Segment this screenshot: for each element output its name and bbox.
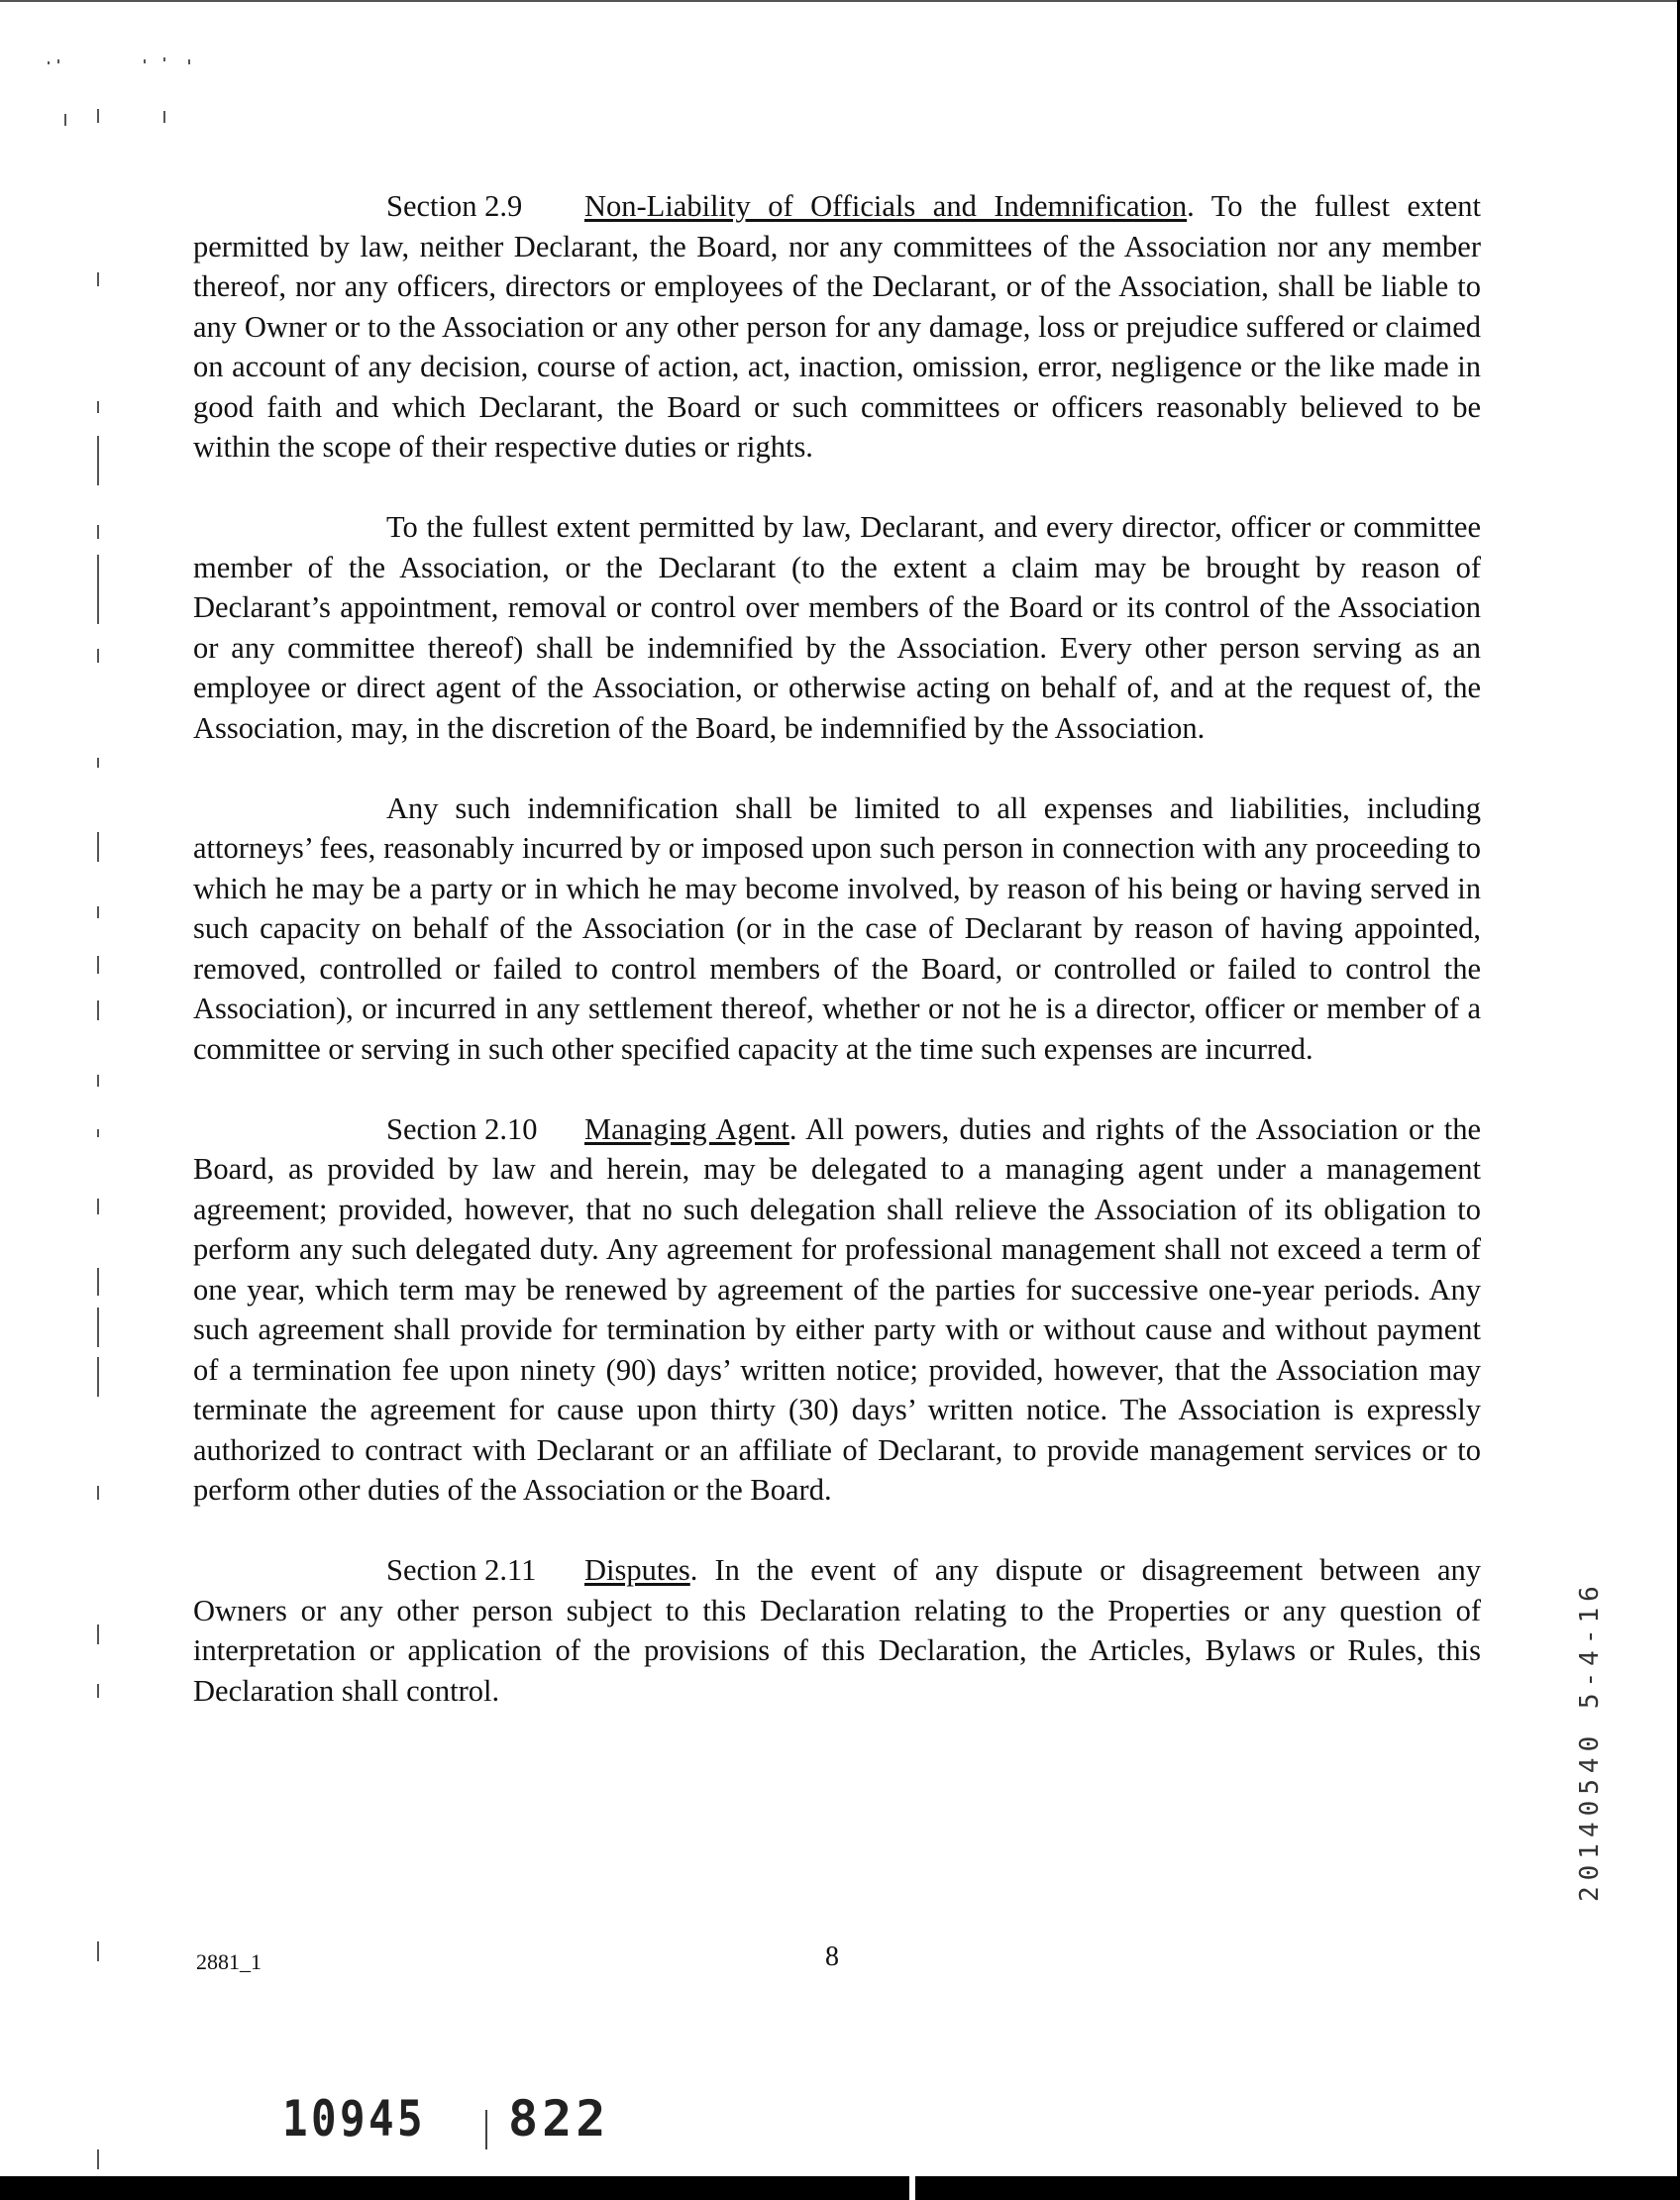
paragraph-text: Any such indemnification shall be limited to all expenses and liabilities, including attorneys’ fees, reasonably incurred by or imposed upon such person in connection with any proceeding to which he may be a party or in which he may become involved, by reason of his being or having served in such capacity on behalf of the Association (or in the case of Declarant by reason of having appointed, removed, controlled or failed to control members of the Board, or controlled or failed to control the Association), or incurred in any settlement thereof, whether or not he is a director, officer or member of a committee or serving in such other specified capacity at the time such expenses are incurred. [193, 790, 1481, 1066]
paragraph-indemnification-limits [193, 788, 1481, 1070]
section-number: Section 2.10 [386, 1111, 538, 1146]
section-title: Disputes [584, 1553, 690, 1587]
section-text: . In the event of any dispute or disagreement between any Owners or any other person subject to this Declaration relating to the Properties or any question of interpretation or application of the provisions of this Declaration, the Articles, Bylaws or Rules, this Declaration shall control. [193, 1553, 1481, 1708]
paragraph-section-2-9 [193, 186, 1481, 468]
section-text: . All powers, duties and rights of the Association or the Board, as provided by law and herein, may be delegated to a managing agent under a management agreement; provided, however, that no such delegation shall relieve the Association of its obligation to perform any such delegated duty. Any agreement for professional management shall not exceed a term of one year, which term may be renewed by agreement of the parties for successive one-year periods. Any such agreement shall provide for termination by either party with or without cause and without payment of a termination fee upon ninety (90) days’ written notice; provided, however, that the Association may terminate the agreement for cause upon thirty (30) days’ written notice. The Association is expressly authorized to contract with Declarant or an affiliate of Declarant, to provide management services or to perform other duties of the Association or the Board. [193, 1111, 1481, 1507]
paragraph-indemnification-scope [193, 507, 1481, 748]
recording-page-number: 822 [508, 2090, 610, 2148]
scan-bottom-band [0, 2176, 1680, 2200]
side-recording-stamp: 20140540 5-4-16 [1575, 1580, 1605, 1902]
document-body [193, 186, 1481, 1751]
section-number: Section 2.11 [386, 1553, 537, 1587]
section-title: Managing Agent [584, 1111, 789, 1146]
stamp-separator [485, 2110, 487, 2149]
section-title: Non-Liability of Officials and Indemnification [584, 189, 1188, 223]
scan-margin-marks [0, 0, 218, 2200]
page-top-edge [0, 0, 1680, 2]
page-number: 8 [825, 1941, 839, 1972]
section-text: . To the fullest extent permitted by law, neither Declarant, the Board, nor any committees of the Association nor any member thereof, nor any officers, directors or employees of the Declarant, or of the Association, shall be liable to any Owner or to the Association or any other person for any damage, loss or prejudice suffered or claimed on account of any decision, course of action, act, inaction, omission, error, negligence or the like made in good faith and which Declarant, the Board or such committees or officers reasonably believed to be within the scope of their respective duties or rights. [193, 189, 1481, 464]
section-number: Section 2.9 [386, 189, 523, 223]
document-code: 2881_1 [196, 1949, 262, 1974]
paragraph-section-2-10 [193, 1109, 1481, 1511]
paragraph-text: To the fullest extent permitted by law, Declarant, and every director, officer or committee member of the Association, or the Declarant (to the extent a claim may be brought by reason of Declarant’s appointment, removal or control over members of the Board or its control of the Association or any committee thereof) shall be indemnified by the Association. Every other person serving as an employee or direct agent of the Association, or otherwise acting on behalf of, and at the request of, the Association, may, in the discretion of the Board, be indemnified by the Association. [193, 510, 1481, 745]
paragraph-section-2-11 [193, 1550, 1481, 1711]
scan-notch [909, 2176, 915, 2200]
recording-book-number: 10945 [282, 2090, 426, 2148]
